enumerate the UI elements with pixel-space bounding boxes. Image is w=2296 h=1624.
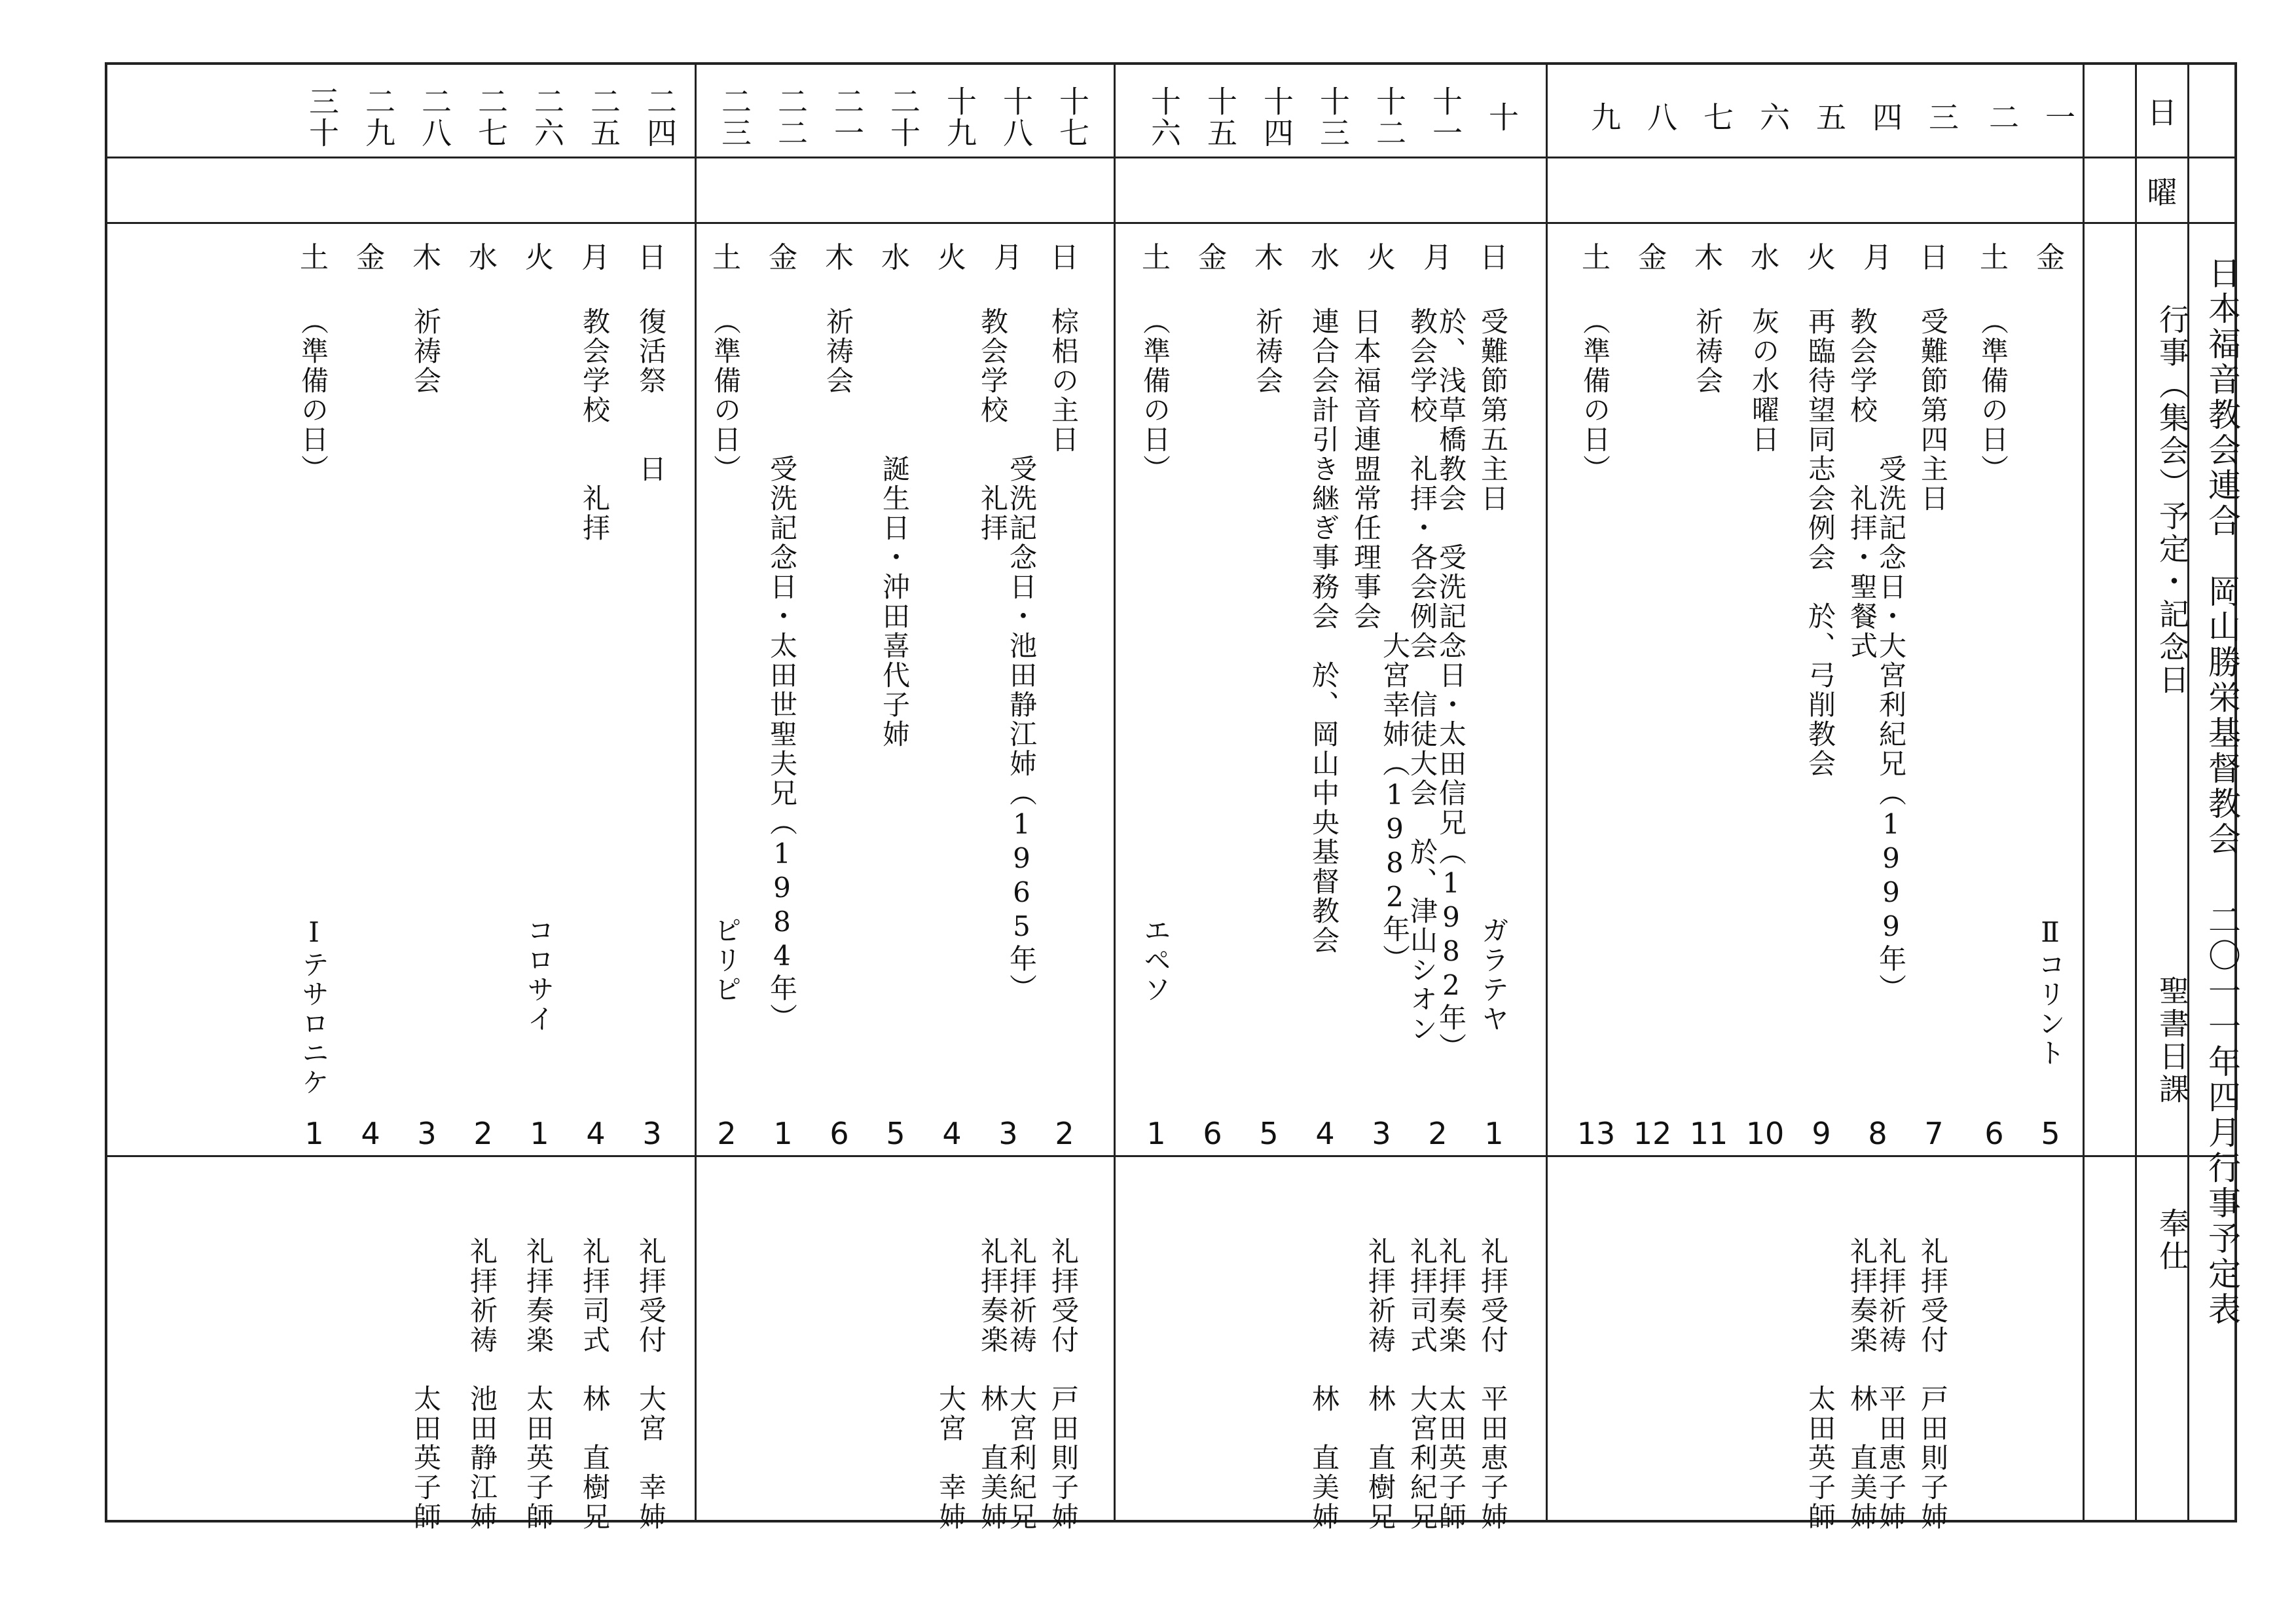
weekday: 水 xyxy=(1751,241,1779,274)
document-title xyxy=(2193,71,2241,1512)
event-entry: 受洗記念日・大宮利紀兄（1999年） xyxy=(1875,307,1907,1003)
service-entry: 礼拝奏楽 林 直美姉 xyxy=(977,1237,1009,1532)
weekday: 日 xyxy=(1050,241,1079,274)
event-entry: 於、浅草橋教会 受洗記念日・太田信兄（1982年） xyxy=(1435,307,1467,1062)
day-number: 十 xyxy=(1484,101,1520,133)
weekday: 土 xyxy=(1582,241,1611,274)
event-entry: 受難節第五主日 xyxy=(1477,307,1509,513)
event-entry: 誕生日・沖田喜代子姉 xyxy=(879,307,911,749)
bible-chapter: 5 xyxy=(1259,1116,1279,1151)
event-entry: 教会学校 礼拝・各会例会 信徒大会 於、津山シオン xyxy=(1406,307,1438,1044)
service-entry: 礼拝受付 大宮 幸姉 xyxy=(635,1237,667,1532)
weekday: 土 xyxy=(1142,241,1171,274)
bible-chapter: 1 xyxy=(304,1116,324,1151)
service-entry: 礼拝奏楽 太田英子師 xyxy=(522,1237,555,1532)
bible-chapter: 9 xyxy=(1812,1116,1831,1151)
day-number: 二六 xyxy=(530,86,565,149)
event-entry: 復活祭 日 xyxy=(635,307,667,484)
weekday: 金 xyxy=(1638,241,1667,274)
service-entry: 礼拝受付 戸田則子姉 xyxy=(1048,1237,1080,1532)
day-number: 三 xyxy=(1924,101,1959,133)
event-entry: 灰の水曜日 xyxy=(1748,307,1780,454)
bible-chapter: 4 xyxy=(586,1116,606,1151)
weekday: 土 xyxy=(712,241,741,274)
day-number: 十四 xyxy=(1259,86,1294,149)
bible-chapter: 1 xyxy=(1484,1116,1504,1151)
weekday: 金 xyxy=(1198,241,1227,274)
weekday: 金 xyxy=(356,241,385,274)
bible-chapter: 4 xyxy=(361,1116,380,1151)
weekday: 木 xyxy=(412,241,441,274)
day-number: 二五 xyxy=(586,86,621,149)
event-entry: 教会学校 礼拝・聖餐式 xyxy=(1846,307,1878,661)
weekday: 月 xyxy=(1423,241,1452,274)
weekday: 水 xyxy=(881,241,910,274)
bible-chapter: 3 xyxy=(998,1116,1018,1151)
bible-chapter: 5 xyxy=(2041,1116,2060,1151)
bible-chapter: 12 xyxy=(1633,1116,1672,1151)
day-number: 十七 xyxy=(1055,86,1090,149)
day-number: 二三 xyxy=(717,86,752,149)
day-number: 一 xyxy=(2041,101,2076,133)
event-entry: 祈祷会 xyxy=(1252,307,1284,396)
bible-chapter: 10 xyxy=(1745,1116,1785,1151)
header-bible: 聖書日課 xyxy=(2155,975,2190,1106)
bible-chapter: 2 xyxy=(717,1116,737,1151)
bible-book: ピリピ xyxy=(710,916,742,1005)
day-number: 十五 xyxy=(1203,86,1238,149)
weekday: 日 xyxy=(1480,241,1508,274)
day-number: 二 xyxy=(1984,101,2020,133)
event-entry: 棕梠の主日 xyxy=(1048,307,1080,454)
bible-chapter: 2 xyxy=(473,1116,493,1151)
service-entry: 礼拝祈祷 平田恵子姉 xyxy=(1875,1237,1907,1532)
week-divider xyxy=(1546,65,1548,1520)
weekday: 火 xyxy=(938,241,966,274)
weekday: 日 xyxy=(1920,241,1948,274)
event-entry: 日本福音連盟常任理事会 xyxy=(1350,307,1382,631)
bible-book: エペソ xyxy=(1140,916,1172,1005)
bible-chapter: 6 xyxy=(1984,1116,2004,1151)
bible-chapter: 5 xyxy=(886,1116,905,1151)
bible-book: Ⅱコリント xyxy=(2034,916,2066,1068)
weekday: 金 xyxy=(769,241,797,274)
event-entry: 教会学校 礼拝 xyxy=(977,307,1009,543)
weekday: 火 xyxy=(1807,241,1836,274)
event-entry: 受洗記念日・太田世聖夫兄（1984年） xyxy=(766,307,798,1033)
bible-book: Ⅰテサロニケ xyxy=(298,916,330,1098)
weekday: 木 xyxy=(1694,241,1723,274)
day-number: 十二 xyxy=(1372,86,1407,149)
weekday: 月 xyxy=(1863,241,1892,274)
bible-chapter: 13 xyxy=(1576,1116,1616,1151)
bible-chapter: 7 xyxy=(1924,1116,1944,1151)
bible-chapter: 6 xyxy=(829,1116,849,1151)
header-service: 奉仕 xyxy=(2155,1208,2190,1273)
event-entry: 受洗記念日・池田静江姉（1965年） xyxy=(1006,307,1038,1003)
bible-chapter: 2 xyxy=(1055,1116,1074,1151)
weekday: 火 xyxy=(525,241,554,274)
service-entry: 礼拝祈祷 林 直樹兄 xyxy=(1364,1237,1396,1532)
event-entry: 祈祷会 xyxy=(1692,307,1724,396)
weekday: 火 xyxy=(1367,241,1396,274)
weekday: 水 xyxy=(469,241,498,274)
bible-chapter: 1 xyxy=(530,1116,549,1151)
service-entry: 太田英子師 xyxy=(1804,1237,1836,1532)
event-entry: （準備の日） xyxy=(710,307,742,484)
weekday: 日 xyxy=(638,241,666,274)
weekday: 土 xyxy=(300,241,329,274)
day-number: 四 xyxy=(1868,101,1903,133)
event-entry: 大宮幸姉（1982年） xyxy=(1379,307,1411,974)
week-divider xyxy=(1114,65,1116,1520)
day-number: 六 xyxy=(1755,101,1791,133)
bible-chapter: 1 xyxy=(773,1116,793,1151)
bible-chapter: 3 xyxy=(417,1116,437,1151)
event-entry: （準備の日） xyxy=(1139,307,1171,484)
header-events: 行事（集会）予定・記念日 xyxy=(2155,304,2190,697)
weekday: 月 xyxy=(994,241,1023,274)
day-number: 二一 xyxy=(829,86,865,149)
service-entry: 礼拝司式 大宮利紀兄 xyxy=(1406,1237,1438,1532)
bible-chapter: 4 xyxy=(1315,1116,1335,1151)
event-entry: 祈祷会 xyxy=(822,307,854,396)
day-number: 五 xyxy=(1812,101,1847,133)
bible-book: コロサイ xyxy=(523,916,555,1034)
bible-chapter: 3 xyxy=(1372,1116,1391,1151)
service-entry: 大宮 幸姉 xyxy=(935,1237,967,1532)
event-entry: （準備の日） xyxy=(1977,307,2009,484)
service-entry: 礼拝受付 平田恵子姉 xyxy=(1477,1237,1509,1532)
day-number: 二十 xyxy=(886,86,921,149)
bible-chapter: 4 xyxy=(942,1116,962,1151)
day-number: 十九 xyxy=(942,86,977,149)
day-number: 十八 xyxy=(998,86,1034,149)
event-entry: 教会学校 礼拝 xyxy=(579,307,611,543)
empty-cell xyxy=(2085,1155,2135,1525)
service-entry: 礼拝司式 林 直樹兄 xyxy=(579,1237,611,1532)
week-divider xyxy=(695,65,697,1520)
bible-chapter: 2 xyxy=(1428,1116,1448,1151)
service-entry: 礼拝奏楽 林 直美姉 xyxy=(1846,1237,1878,1532)
event-entry: 再臨待望同志会例会 於、弓削教会 xyxy=(1804,307,1836,779)
day-number: 八 xyxy=(1643,101,1678,133)
bible-chapter: 6 xyxy=(1203,1116,1222,1151)
day-number: 九 xyxy=(1586,101,1622,133)
org-name: 日本福音教会連合 岡山勝栄基督教会 xyxy=(2203,256,2241,857)
doc-title: 二〇一一年四月行事予定表 xyxy=(2203,903,2241,1327)
header-weekday: 曜 xyxy=(2147,174,2178,210)
bible-chapter: 11 xyxy=(1689,1116,1728,1151)
weekday: 木 xyxy=(825,241,854,274)
weekday: 土 xyxy=(1980,241,2009,274)
bible-chapter: 8 xyxy=(1868,1116,1887,1151)
day-number: 二八 xyxy=(417,86,452,149)
day-number: 十一 xyxy=(1428,86,1463,149)
day-number: 二七 xyxy=(473,86,509,149)
event-entry: （準備の日） xyxy=(297,307,329,484)
weekday: 金 xyxy=(2036,241,2065,274)
service-entry: 礼拝奏楽 太田英子師 xyxy=(1435,1237,1467,1532)
event-entry: 連合会計引き継ぎ事務会 於、岡山中央基督教会 xyxy=(1308,307,1340,955)
row-divider xyxy=(107,222,2234,224)
event-entry: 受難節第四主日 xyxy=(1917,307,1949,513)
day-number: 三十 xyxy=(304,86,340,149)
day-number: 十三 xyxy=(1315,86,1351,149)
day-number: 二四 xyxy=(642,86,678,149)
service-entry: 林 直美姉 xyxy=(1308,1237,1340,1532)
event-entry: （準備の日） xyxy=(1579,307,1611,484)
column-divider xyxy=(2187,65,2189,1520)
row-divider xyxy=(107,1155,2234,1157)
header-day: 日 xyxy=(2147,95,2178,130)
day-number: 十六 xyxy=(1146,86,1182,149)
service-entry: 礼拝祈祷 大宮利紀兄 xyxy=(1006,1237,1038,1532)
service-entry: 礼拝祈祷 池田静江姉 xyxy=(466,1237,498,1532)
service-entry: 礼拝受付 戸田則子姉 xyxy=(1917,1237,1949,1532)
day-number: 二九 xyxy=(361,86,396,149)
schedule-sheet xyxy=(105,62,2241,1532)
bible-chapter: 3 xyxy=(642,1116,662,1151)
bible-chapter: 1 xyxy=(1146,1116,1166,1151)
service-entry: 太田英子師 xyxy=(410,1237,442,1532)
day-number: 七 xyxy=(1699,101,1734,133)
weekday: 月 xyxy=(581,241,610,274)
row-divider xyxy=(107,157,2234,158)
weekday: 水 xyxy=(1311,241,1339,274)
day-number: 二二 xyxy=(773,86,809,149)
event-entry: 祈祷会 xyxy=(410,307,442,396)
weekday: 木 xyxy=(1254,241,1283,274)
bible-book: ガラテヤ xyxy=(1478,916,1510,1034)
